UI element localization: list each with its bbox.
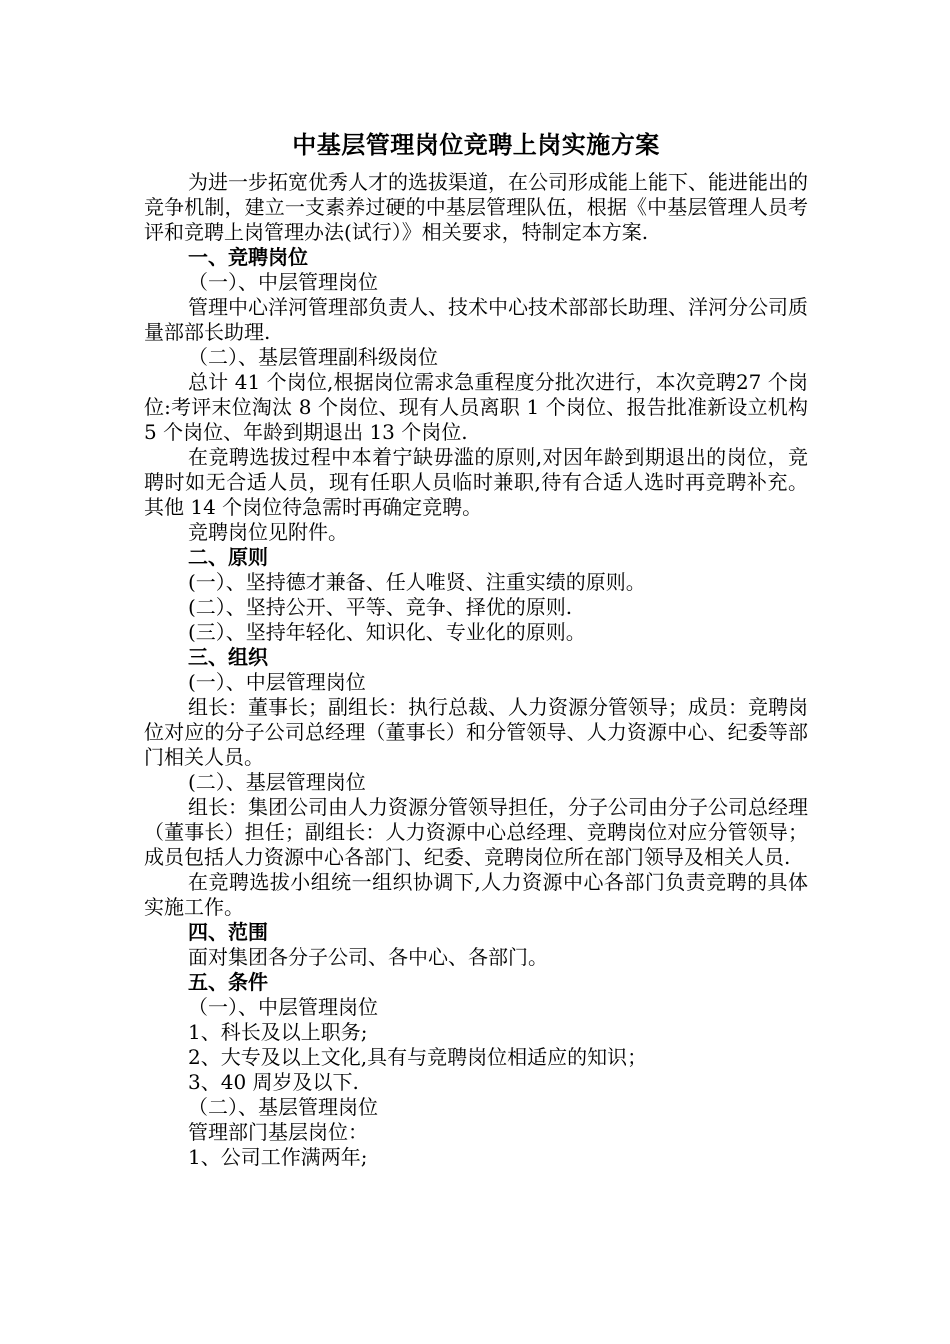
principle-item: (三）、坚持年轻化、知识化、专业化的原则。 xyxy=(188,620,586,644)
paragraph-attachment-note: 竞聘岗位见附件。 xyxy=(188,520,348,544)
document-page xyxy=(144,128,808,1170)
subheading-org-middle: (一）、中层管理岗位 xyxy=(188,670,366,694)
condition-item: 2、大专及以上文化,具有与竞聘岗位相适应的知识； xyxy=(188,1045,648,1069)
paragraph-middle-positions: 管理中心洋河管理部负责人、技术中心技术部部长助理、洋河分公司质量部部长助理. xyxy=(144,295,808,344)
subheading-cond-middle: （一）、中层管理岗位 xyxy=(188,995,378,1019)
section-heading-conditions: 五、条件 xyxy=(188,970,268,994)
principle-item: (二）、坚持公开、平等、竞争、择优的原则. xyxy=(188,595,573,619)
intro-paragraph: 为进一步拓宽优秀人才的选拔渠道，在公司形成能上能下、能进能出的竞争机制，建立一支素养过硬的中基层管理队伍，根据《中基层管理人员考评和竞聘上岗管理办法(试行）》相关要求，特制定本方案. xyxy=(144,170,808,244)
paragraph-org-implementation: 在竞聘选拔小组统一组织协调下,人力资源中心各部门负责竞聘的具体实施工作。 xyxy=(144,870,808,919)
subheading-cond-grassroots: （二）、基层管理岗位 xyxy=(188,1095,378,1119)
paragraph-cond-grassroots: 管理部门基层岗位： xyxy=(188,1120,368,1144)
section-heading-positions: 一、竞聘岗位 xyxy=(188,245,308,269)
section-heading-principles: 二、原则 xyxy=(188,545,268,569)
condition-item: 1、科长及以上职务; xyxy=(188,1020,368,1044)
section-heading-organization: 三、组织 xyxy=(188,645,268,669)
condition-item: 3、40 周岁及以下. xyxy=(188,1070,359,1094)
paragraph-selection-principle: 在竞聘选拔过程中本着宁缺毋滥的原则,对因年龄到期退出的岗位，竞聘时如无合适人员，现有任职人员临时兼职,待有合适人选时再竞聘补充。其他 14 个岗位待急需时再确定竞聘。 xyxy=(144,445,808,519)
subheading-org-grassroots: (二）、基层管理岗位 xyxy=(188,770,366,794)
subheading-grassroots-deputy: （二）、基层管理副科级岗位 xyxy=(188,345,438,369)
paragraph-position-count: 总计 41 个岗位,根据岗位需求急重程度分批次进行，本次竞聘27 个岗位:考评末位淘汰 8 个岗位、现有人员离职 1 个岗位、报告批准新设立机构 5 个岗位、年龄到期退出 13 个岗位. xyxy=(144,370,808,444)
paragraph-scope: 面对集团各分子公司、各中心、各部门。 xyxy=(188,945,548,969)
section-heading-scope: 四、范围 xyxy=(188,920,268,944)
principle-item: (一）、坚持德才兼备、任人唯贤、注重实绩的原则。 xyxy=(188,570,646,594)
paragraph-org-grassroots: 组长：集团公司由人力资源分管领导担任，分子公司由分子公司总经理（董事长）担任；副组长：人力资源中心总经理、竞聘岗位对应分管领导；成员包括人力资源中心各部门、纪委、竞聘岗位所在部门领导及相关人员. xyxy=(144,795,808,869)
subheading-middle-management: （一）、中层管理岗位 xyxy=(188,270,378,294)
paragraph-org-middle: 组长：董事长；副组长：执行总裁、人力资源分管领导；成员：竞聘岗位对应的分子公司总经理（董事长）和分管领导、人力资源中心、纪委等部门相关人员。 xyxy=(144,695,808,769)
document-title: 中基层管理岗位竞聘上岗实施方案 xyxy=(292,130,660,159)
condition-item: 1、公司工作满两年; xyxy=(188,1145,368,1169)
